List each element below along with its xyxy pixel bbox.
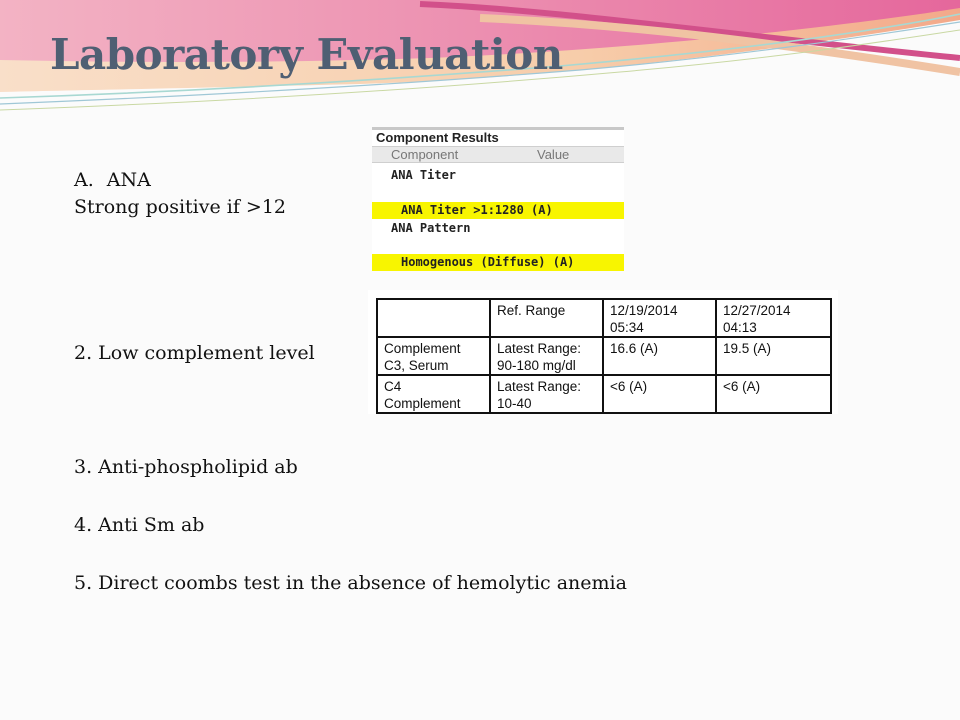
complement-table-image	[368, 290, 838, 414]
item-a-label: A.	[74, 169, 94, 191]
table-header-row	[377, 299, 831, 337]
item-a-text: ANA	[106, 169, 151, 191]
item-5: 5. Direct coombs test in the absence of hemolytic anemia	[74, 572, 627, 594]
component-results-columns	[372, 146, 624, 163]
component-row-ana-pattern-value: Homogenous (Diffuse) (A)	[372, 254, 624, 271]
column-component: Component	[391, 147, 459, 162]
slide-title: Laboratory Evaluation	[50, 30, 563, 79]
component-row-ana-pattern: ANA Pattern	[391, 221, 471, 235]
header-ref-range: Ref. Range	[490, 299, 603, 337]
header-date-1: 12/19/2014 05:34	[603, 299, 716, 337]
header-date-2: 12/27/2014 04:13	[716, 299, 831, 337]
component-row-ana-titer: ANA Titer	[391, 168, 457, 182]
item-a-note: Strong positive if >12	[74, 196, 287, 218]
component-results-heading: Component Results	[372, 127, 624, 146]
item-4: 4. Anti Sm ab	[74, 514, 205, 536]
row-c3-value-1: 16.6 (A)	[603, 337, 716, 375]
table-row	[377, 337, 831, 375]
item-3: 3. Anti-phospholipid ab	[74, 456, 298, 478]
row-c4-range: Latest Range: 10-40	[490, 375, 603, 413]
table-row	[377, 375, 831, 413]
row-c4-name: C4 Complement	[377, 375, 490, 413]
component-results-image	[372, 127, 624, 271]
row-c3-name: Complement C3, Serum	[377, 337, 490, 375]
row-c3-range: Latest Range: 90-180 mg/dl	[490, 337, 603, 375]
header-blank-cell	[377, 299, 490, 337]
column-value: Value	[537, 147, 570, 162]
component-row-ana-titer-value: ANA Titer >1:1280 (A)	[372, 202, 624, 219]
complement-table	[376, 298, 832, 414]
item-2: 2. Low complement level	[74, 342, 315, 364]
row-c4-value-1: <6 (A)	[603, 375, 716, 413]
row-c3-value-2: 19.5 (A)	[716, 337, 831, 375]
item-a	[74, 168, 151, 192]
row-c4-value-2: <6 (A)	[716, 375, 831, 413]
